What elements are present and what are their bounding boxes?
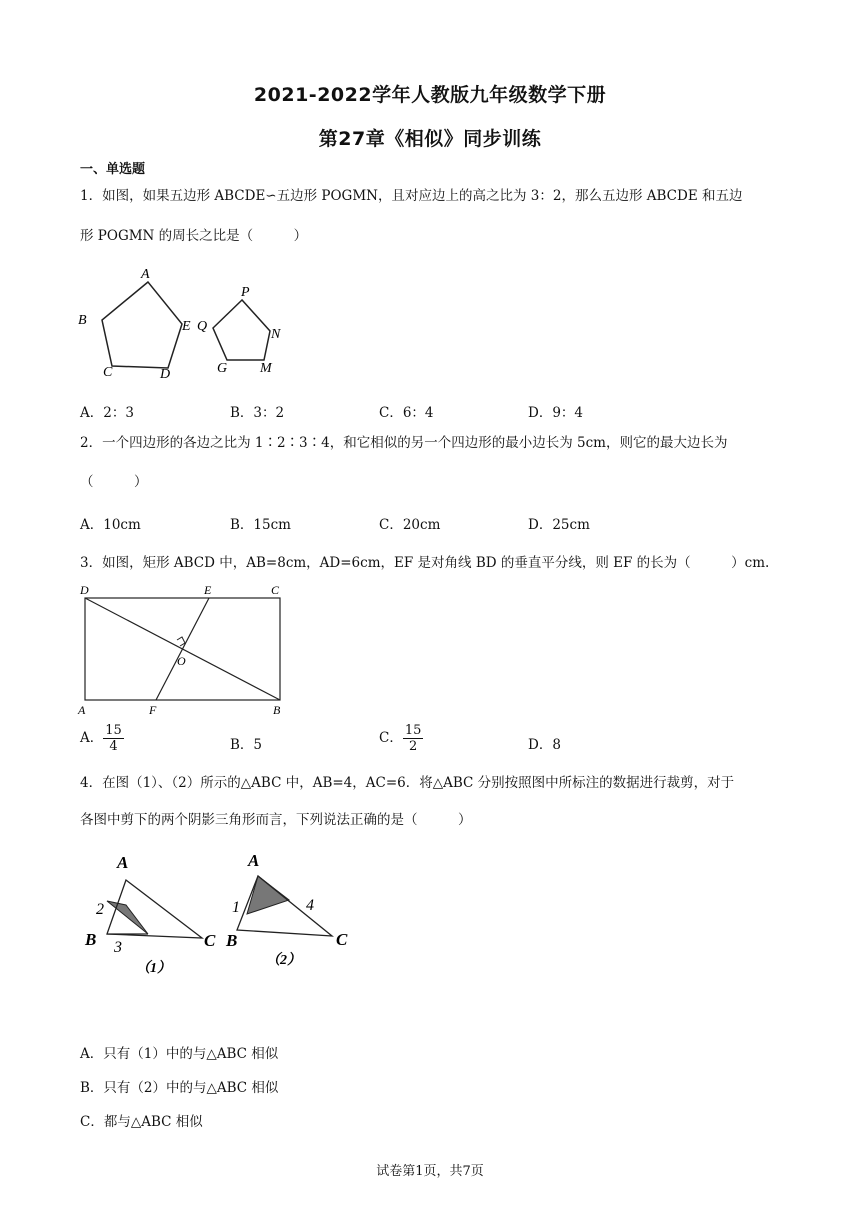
fig-label-c: C [103,365,113,380]
q2-option-a: A．10cm [80,517,141,533]
q3-option-b: B．5 [230,737,263,753]
q3-option-a-denominator: 4 [109,739,118,754]
fig-label-d: D [160,367,171,382]
fig-label-c: C [271,583,280,597]
q2-option-c: C．20cm [379,517,441,533]
fig1-label-c: C [204,931,216,950]
fig2-label-b: B [226,931,238,950]
page-title: 2021-2022学年人教版九年级数学下册 [253,84,607,106]
question-2-text-line2: （ ） [80,474,148,490]
fig-label-p: P [241,285,250,300]
q4-option-a: A．只有（1）中的与△ABC 相似 [80,1046,279,1062]
fig2-label-1: 1 [232,899,240,916]
fig-label-b: B [78,313,87,328]
fig1-caption: （1） [136,961,171,976]
right-angle-mark [177,637,185,646]
segment-ef [156,598,209,700]
question-4-text-line2: 各图中剪下的两个阴影三角形而言，下列说法正确的是（ ） [80,812,472,828]
q3-option-c-denominator: 2 [408,739,418,754]
question-3-text-line1: 3．如图，矩形 ABCD 中，AB=8cm，AD=6cm，EF 是对角线 BD 的垂直平分线，则 EF 的长为（ ）cm. [80,555,770,571]
question-1-text-line2: 形 POGMN 的周长之比是（ ） [80,228,308,244]
q3-option-a [80,723,124,754]
q3-option-a-prefix: A． [80,730,104,746]
q1-option-c: C．6：4 [379,405,434,421]
fig-label-m: M [260,361,272,376]
section-heading: 一、单选题 [80,162,146,177]
q3-option-c-prefix: C． [379,730,403,746]
q2-option-b: B．15cm [230,517,291,533]
fig1-label-3: 3 [114,939,122,956]
fig2-label-c: C [336,930,348,949]
q2-option-d: D．25cm [528,517,590,533]
page-subtitle: 第27章《相似》同步训练 [318,128,542,150]
fig2-label-a: A [248,851,260,870]
fig1-label-a: A [117,853,129,872]
q3-option-c [379,723,423,754]
fig-label-q: Q [197,319,208,334]
q1-option-d: D．9：4 [528,405,584,421]
fig-label-b: B [273,703,281,717]
pentagon-abcde [102,282,182,368]
question-2-text-line1: 2．一个四边形的各边之比为 1∶2∶3∶4，和它相似的另一个四边形的最小边长为 5cm，则它的最大边长为 [80,435,728,451]
q3-option-c-numerator: 15 [404,723,422,738]
fig-label-f: F [149,703,157,717]
fig2-shaded-triangle [247,876,289,914]
fig-label-n: N [271,327,281,342]
fig-label-a: A [78,703,86,717]
q3-option-c-fraction [403,723,424,754]
fig-label-g: G [217,361,228,376]
q1-option-a: A．2：3 [80,405,134,421]
question-4-text-line1: 4．在图（1）、（2）所示的△ABC 中，AB=4，AC=6．将△ABC 分别按照图中所标注的数据进行裁剪，对于 [80,775,735,791]
fig1-label-b: B [85,930,97,949]
q4-option-b: B．只有（2）中的与△ABC 相似 [80,1080,279,1096]
fig1-label-2: 2 [96,901,104,918]
q3-option-a-numerator: 15 [105,723,122,738]
question-4-triangles-figure [80,848,360,978]
fig-label-d: D [80,583,89,597]
fig-label-a: A [141,267,150,282]
question-3-rectangle-figure [76,582,290,718]
q4-option-c: C．都与△ABC 相似 [80,1114,203,1130]
page-footer: 试卷第1页，共7页 [376,1164,484,1179]
fig-label-e: E [182,319,191,334]
q3-option-a-fraction [103,723,124,754]
question-1-pentagon-figure [74,262,294,384]
question-1-text-line1: 1．如图，如果五边形 ABCDE∽五边形 POGMN，且对应边上的高之比为 3：2，那么五边形 ABCDE 和五边 [80,188,743,204]
fig2-label-4: 4 [306,897,314,914]
q1-option-b: B．3：2 [230,405,285,421]
q3-option-d: D．8 [528,737,561,753]
fig2-caption: （2） [266,953,301,968]
fig-label-e: E [204,583,212,597]
fig-label-o: O [177,654,186,668]
pentagon-pogmn [213,300,270,360]
